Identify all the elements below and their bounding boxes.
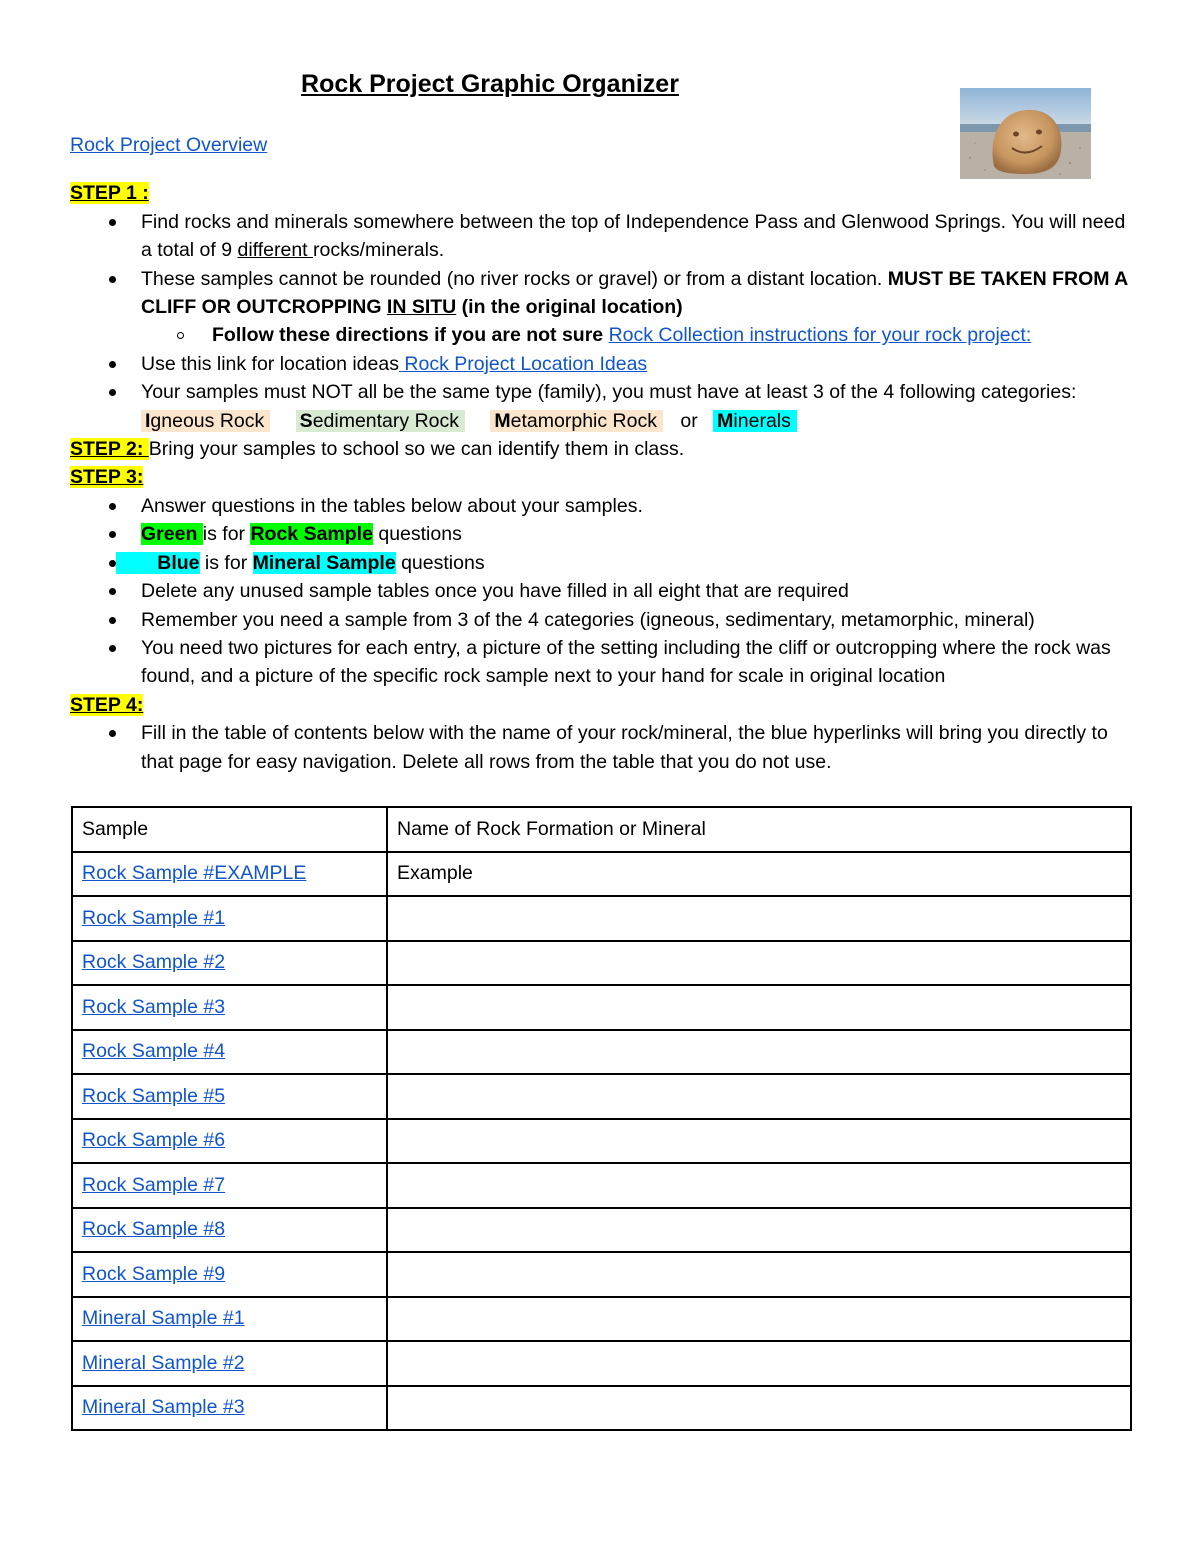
list-item: Blue is for Mineral Sample questions — [70, 549, 1140, 577]
sample-cell — [72, 1030, 387, 1075]
sample-link[interactable]: Rock Sample #3 — [82, 995, 226, 1018]
rock-collection-link[interactable]: Rock Collection instructions for your rock project: — [608, 324, 1032, 347]
sample-link[interactable]: Rock Sample #7 — [82, 1173, 226, 1196]
list-item: Use this link for location ideas Rock Project Location Ideas — [70, 350, 1140, 378]
list-item: These samples cannot be rounded (no river rocks or gravel) or from a distant location. MUST BE TAKEN FROM A CLIFF OR OUTCROPPING IN SITU (in the original location) — [70, 265, 1140, 322]
step3-label: STEP 3: — [70, 466, 144, 489]
step3-list — [70, 492, 1140, 691]
sample-link[interactable]: Rock Sample #6 — [82, 1129, 226, 1152]
table-row — [72, 1119, 1131, 1164]
step1-label: STEP 1 : — [70, 182, 149, 205]
header-sample: Sample — [72, 807, 387, 852]
name-cell[interactable] — [387, 896, 1131, 941]
step1-list — [70, 208, 1140, 435]
category-minerals: Minerals — [713, 410, 797, 432]
list-item: Fill in the table of contents below with the name of your rock/mineral, the blue hyperlinks will bring you directly to that page for easy navigation. Delete all rows from the table that you do not use. — [70, 719, 1140, 776]
sample-link[interactable]: Mineral Sample #3 — [82, 1396, 245, 1419]
name-cell[interactable] — [387, 1386, 1131, 1431]
list-item: Your samples must NOT all be the same type (family), you must have at least 3 of the 4 following categories: Igneous Rock Sedimentary Rock Metamorphic Rock or Minerals — [70, 378, 1140, 435]
table-row — [72, 1341, 1131, 1386]
name-cell[interactable] — [387, 1030, 1131, 1075]
sample-link[interactable]: Rock Sample #9 — [82, 1262, 226, 1285]
name-cell[interactable] — [387, 1252, 1131, 1297]
sub-list-item: Follow these directions if you are not sure Rock Collection instructions for your rock project: — [70, 321, 1140, 349]
category-metamorphic: Metamorphic Rock — [490, 410, 663, 432]
or-word: or — [680, 409, 698, 432]
sample-cell — [72, 1208, 387, 1253]
category-igneous: Igneous Rock — [141, 410, 270, 432]
category-sedimentary: Sedimentary Rock — [296, 410, 465, 432]
name-cell[interactable] — [387, 1074, 1131, 1119]
name-cell[interactable] — [387, 941, 1131, 986]
sample-link[interactable]: Mineral Sample #1 — [82, 1307, 245, 1330]
table-row — [72, 1386, 1131, 1431]
step3-heading — [70, 463, 1140, 491]
header-name: Name of Rock Formation or Mineral — [387, 807, 1131, 852]
step2-line: STEP 2: Bring your samples to school so we can identify them in class. — [70, 438, 685, 461]
table-row — [72, 1208, 1131, 1253]
list-item: Green is for Rock Sample questions — [70, 520, 1140, 548]
table-of-contents — [71, 806, 1132, 1431]
table-header-row — [72, 807, 1131, 852]
step4-list — [70, 719, 1140, 776]
step4-heading — [70, 691, 1140, 719]
sample-link[interactable]: Rock Sample #2 — [82, 951, 226, 974]
table-row — [72, 1030, 1131, 1075]
name-cell[interactable] — [387, 985, 1131, 1030]
table-row — [72, 896, 1131, 941]
sample-cell — [72, 1297, 387, 1342]
name-cell[interactable] — [387, 1297, 1131, 1342]
overview-link[interactable]: Rock Project Overview — [70, 134, 268, 156]
list-item: Find rocks and minerals somewhere between the top of Independence Pass and Glenwood Springs. You will need a total of 9 different rocks/minerals. — [70, 208, 1140, 265]
document-title: Rock Project Graphic Organizer — [301, 70, 679, 98]
sample-link[interactable]: Rock Sample #5 — [82, 1084, 226, 1107]
sample-cell — [72, 941, 387, 986]
table-row — [72, 1252, 1131, 1297]
sample-link[interactable]: Rock Sample #EXAMPLE — [82, 862, 307, 885]
table-row — [72, 941, 1131, 986]
table-row — [72, 1297, 1131, 1342]
list-item: Delete any unused sample tables once you have filled in all eight that are required — [70, 577, 1140, 605]
sample-cell — [72, 1074, 387, 1119]
list-item: Answer questions in the tables below about your samples. — [70, 492, 1140, 520]
list-item: You need two pictures for each entry, a picture of the setting including the cliff or outcropping where the rock was found, and a picture of the specific rock sample next to your hand for scale in original location — [70, 634, 1140, 691]
sample-cell — [72, 985, 387, 1030]
table-row — [72, 1163, 1131, 1208]
sample-link[interactable]: Mineral Sample #2 — [82, 1351, 245, 1374]
sample-cell — [72, 1119, 387, 1164]
table-row — [72, 985, 1131, 1030]
name-cell[interactable] — [387, 1341, 1131, 1386]
name-cell[interactable] — [387, 1208, 1131, 1253]
document-body — [70, 131, 1140, 776]
step2-label: STEP 2: — [70, 438, 149, 461]
sample-cell — [72, 896, 387, 941]
table-row — [72, 852, 1131, 897]
sample-cell — [72, 1386, 387, 1431]
sample-cell — [72, 1252, 387, 1297]
location-ideas-link[interactable]: Rock Project Location Ideas — [398, 352, 648, 375]
sample-link[interactable]: Rock Sample #4 — [82, 1040, 226, 1063]
name-cell[interactable] — [387, 1119, 1131, 1164]
table-row — [72, 1074, 1131, 1119]
step1-heading — [70, 179, 1140, 207]
sample-link[interactable]: Rock Sample #1 — [82, 906, 226, 929]
sample-link[interactable]: Rock Sample #8 — [82, 1218, 226, 1241]
overview-line — [70, 131, 1140, 159]
list-item: Remember you need a sample from 3 of the 4 categories (igneous, sedimentary, metamorphic, mineral) — [70, 606, 1140, 634]
name-cell[interactable]: Example — [387, 852, 1131, 897]
step4-label: STEP 4: — [70, 693, 144, 716]
sample-cell — [72, 852, 387, 897]
sample-cell — [72, 1163, 387, 1208]
sample-cell — [72, 1341, 387, 1386]
name-cell[interactable] — [387, 1163, 1131, 1208]
